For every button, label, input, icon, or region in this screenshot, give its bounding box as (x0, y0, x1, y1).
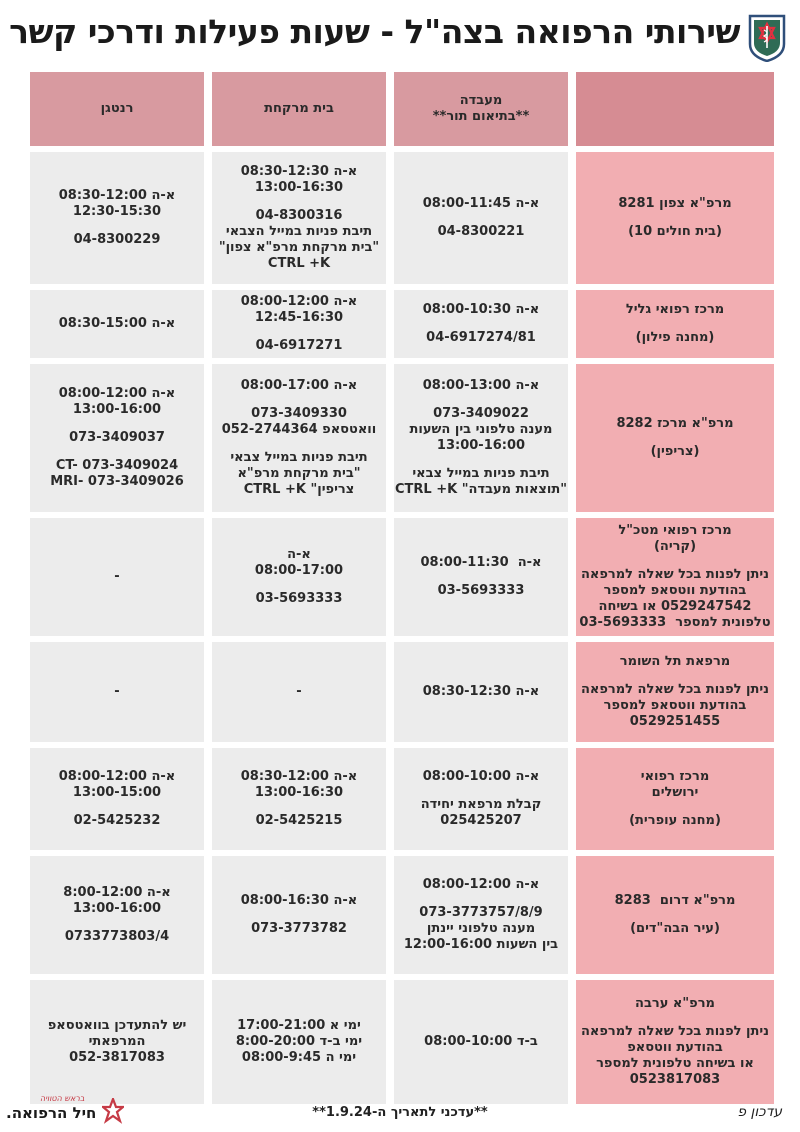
lab-cell (394, 364, 568, 512)
column-header-lab-note: **בתיאום תור** (432, 109, 530, 124)
site-cell-line: בהודעת ווטסאפ (627, 1040, 723, 1055)
xray-cell-line: 0733773803/4 (64, 929, 170, 944)
pharmacy-cell-line: ימי ה 08:00-9:45 (241, 1050, 357, 1065)
pharmacy-cell-line: א-ה 08:00-12:00 (240, 294, 358, 309)
site-cell-line: (קריה) (653, 539, 697, 554)
site-cell (576, 152, 774, 284)
column-header-xray (30, 72, 204, 146)
page-title: שירותי הרפואה בצה"ל - שעות פעילות ודרכי קשר (9, 12, 740, 51)
site-cell-line: ירושלים (651, 785, 699, 800)
column-header-lab-label: מעבדה (459, 93, 503, 108)
site-cell-line: מרכז רפואי מטכ"ל (618, 523, 732, 538)
column-header-site (576, 72, 774, 146)
xray-cell-line: 073-3409037 (69, 430, 165, 445)
column-header-pharmacy-label: בית מרקחת (264, 101, 334, 116)
site-cell-line: בהודעת ווטסאפ למספר (603, 698, 747, 713)
pharmacy-cell-line: 073-3409330 (251, 406, 347, 421)
pharmacy-cell-line: צריפין" CTRL +K (243, 482, 355, 497)
site-cell-line: מרכז רפואי (640, 769, 710, 784)
lab-cell-line: בין השעות 12:00-16:00 (403, 937, 559, 952)
pharmacy-cell-line: 02-5425215 (255, 813, 343, 828)
lab-cell-line: 025425207 (440, 813, 522, 828)
site-cell-line: (עיר הבה"דים) (630, 921, 720, 936)
pharmacy-cell (212, 642, 386, 742)
site-cell (576, 980, 774, 1104)
xray-cell-line: 13:00-16:00 (72, 402, 162, 417)
pharmacy-cell (212, 152, 386, 284)
xray-cell-line: א-ה 8:00-12:00 (63, 885, 171, 900)
site-cell-line: מרפ"א דרום 8283 (614, 893, 736, 908)
pharmacy-cell-line: א-ה (287, 547, 311, 562)
site-cell-line: ניתן לפנות בכל שאלה למרפאה (580, 567, 770, 582)
xray-cell-line: 13:00-15:00 (72, 785, 162, 800)
site-cell-line: (מחנה עופרית) (629, 813, 721, 828)
site-cell (576, 856, 774, 974)
site-cell (576, 642, 774, 742)
pharmacy-cell (212, 748, 386, 850)
pharmacy-cell-line: 04-6917271 (255, 338, 343, 353)
site-cell-line: מרפ"א צפון 8281 (618, 196, 732, 211)
column-header-pharmacy (212, 72, 386, 146)
pharmacy-cell-line: 04-8300316 (255, 208, 343, 223)
site-cell (576, 290, 774, 358)
xray-cell (30, 856, 204, 974)
xray-cell (30, 748, 204, 850)
site-cell-line: (מחנה פילון) (635, 330, 715, 345)
pharmacy-cell-line: א-ה 08:30-12:30 (240, 164, 358, 179)
xray-cell-line: א-ה 08:00-12:00 (58, 769, 176, 784)
pharmacy-cell-line: 073-3773782 (251, 921, 347, 936)
lab-cell-line: 03-5693333 (437, 583, 525, 598)
pharmacy-cell-line: CTRL +K (267, 256, 331, 271)
site-cell-line: ניתן לפנות בכל שאלה למרפאה (580, 682, 770, 697)
xray-cell (30, 518, 204, 636)
update-footnote: **עדכני לתאריך ה-1.9.24** (312, 1105, 488, 1120)
lab-cell (394, 856, 568, 974)
site-cell-line: מרפאת תל השומר (619, 654, 731, 669)
lab-cell (394, 748, 568, 850)
pharmacy-cell-line: 12:45-16:30 (254, 310, 344, 325)
lab-cell-line: מענה טלפוני יינתן (426, 921, 536, 936)
update-stamp: עדכון פ (737, 1104, 782, 1120)
lab-cell-line: ב-ד 08:00-10:00 (424, 1034, 538, 1049)
pharmacy-cell-line: ימי ב-ד 8:00-20:00 (235, 1034, 363, 1049)
pharmacy-cell-line: א-ה 08:30-12:00 (240, 769, 358, 784)
lab-cell-line: 04-6917274/81 (426, 330, 536, 345)
pharmacy-cell (212, 290, 386, 358)
page-footer (0, 1092, 800, 1132)
site-cell-line: (בית חולים 10) (628, 224, 722, 239)
site-cell (576, 748, 774, 850)
pharmacy-cell-line: 13:00-16:30 (254, 180, 344, 195)
lab-cell (394, 980, 568, 1104)
lab-cell-line: א-ה 08:30-12:30 (422, 684, 540, 699)
pharmacy-cell-line: "בית מרקחת מרפ"א צפון" (218, 240, 380, 255)
xray-cell-line: 12:30-15:30 (72, 204, 162, 219)
logo-name: חיל הרפואה. (6, 1104, 97, 1122)
site-cell-line: מרכז רפואי גליל (625, 302, 725, 317)
xray-cell (30, 152, 204, 284)
pharmacy-cell-line: וואטסאפ 052-2744364 (221, 422, 377, 437)
column-header-xray-label: רנטגן (100, 101, 134, 116)
xray-cell-line: - (114, 569, 120, 584)
xray-cell-line: יש להתעדכן בוואטסאפ (47, 1018, 187, 1033)
pharmacy-cell-line: ימי א 17:00-21:00 (237, 1018, 361, 1033)
pharmacy-cell-line: א-ה 08:00-17:00 (240, 378, 358, 393)
pharmacy-cell-line: תיבת פניות במייל צבאי (230, 450, 368, 465)
site-cell-line: מרפ"א ערבה (635, 996, 715, 1011)
xray-cell-line: 13:00-16:00 (72, 901, 162, 916)
column-header-lab (394, 72, 568, 146)
page-header (0, 12, 800, 70)
lab-cell-line: קבלת מרפאת יחידה (420, 797, 542, 812)
pharmacy-cell-line: תיבת פניות במייל הצבאי (225, 224, 373, 239)
site-cell-line: 0523817083 (629, 1072, 721, 1087)
xray-cell-line: - (114, 684, 120, 699)
site-cell-line: בהודעת ווטסאפ למספר (603, 583, 747, 598)
pharmacy-cell (212, 856, 386, 974)
lab-cell-line: 13:00-16:00 (436, 438, 526, 453)
xray-cell (30, 642, 204, 742)
lab-cell-line: א-ה 08:00-13:00 (422, 378, 540, 393)
pharmacy-cell (212, 364, 386, 512)
xray-cell (30, 980, 204, 1104)
lab-cell-line: א-ה 08:00-12:00 (422, 877, 540, 892)
xray-cell-line: א-ה 08:30-15:00 (58, 316, 176, 331)
lab-cell-line: מענה טלפוני בין השעות (409, 422, 553, 437)
lab-cell (394, 642, 568, 742)
xray-cell (30, 364, 204, 512)
lab-cell-line: 04-8300221 (437, 224, 525, 239)
hours-table (30, 72, 774, 1104)
lab-cell (394, 152, 568, 284)
pharmacy-cell-line: 03-5693333 (255, 591, 343, 606)
lab-cell-line: א-ה 08:00-10:00 (422, 769, 540, 784)
lab-cell-line: א-ה 08:00-10:30 (422, 302, 540, 317)
lab-cell-line: א-ה 08:00-11:45 (422, 196, 540, 211)
xray-cell-line: 052-3817083 (69, 1050, 165, 1065)
site-cell (576, 364, 774, 512)
xray-cell-line: 04-8300229 (73, 232, 161, 247)
pharmacy-cell (212, 518, 386, 636)
lab-cell-line: "תוצאות מעבדה" CTRL +K (395, 482, 568, 497)
site-cell-line: מרפ"א מרכז 8282 (616, 416, 734, 431)
lab-cell-line: 073-3773757/8/9 (419, 905, 543, 920)
site-cell-line: טלפונית למספר 03-5693333 (579, 615, 771, 630)
medical-corps-emblem-icon (748, 14, 786, 62)
site-cell (576, 518, 774, 636)
lab-cell-line: 073-3409022 (433, 406, 529, 421)
site-cell-line: ניתן לפנות בכל שאלה למרפאה (580, 1024, 770, 1039)
site-cell-line: 0529247542 או בשיחה (598, 599, 752, 614)
site-cell-line: (צריפין) (650, 444, 700, 459)
pharmacy-cell (212, 980, 386, 1104)
pharmacy-cell-line: 08:00-17:00 (254, 563, 344, 578)
xray-cell (30, 290, 204, 358)
xray-cell-line: MRI- 073-3409026 (50, 474, 184, 489)
lab-cell-line: א-ה 08:00-11:30 (420, 555, 542, 570)
site-cell-line: 0529251455 (629, 714, 721, 729)
lab-cell (394, 518, 568, 636)
xray-cell-line: א-ה 08:00-12:00 (58, 386, 176, 401)
logo-slogan: בראש הטוויה (40, 1094, 85, 1103)
pharmacy-cell-line: "בית מרקחת מרפ"א (237, 466, 361, 481)
xray-cell-line: 02-5425232 (73, 813, 161, 828)
pharmacy-cell-line: 13:00-16:30 (254, 785, 344, 800)
site-cell-line: או בשיחה טלפונית למספר (596, 1056, 754, 1071)
pharmacy-cell-line: - (296, 684, 302, 699)
xray-cell-line: א-ה 08:30-12:00 (58, 188, 176, 203)
lab-cell (394, 290, 568, 358)
pharmacy-cell-line: א-ה 08:00-16:30 (240, 893, 358, 908)
lab-cell-line: תיבת פניות במייל צבאי (412, 466, 550, 481)
xray-cell-line: המרפאתי (88, 1034, 146, 1049)
xray-cell-line: CT- 073-3409024 (55, 458, 179, 473)
